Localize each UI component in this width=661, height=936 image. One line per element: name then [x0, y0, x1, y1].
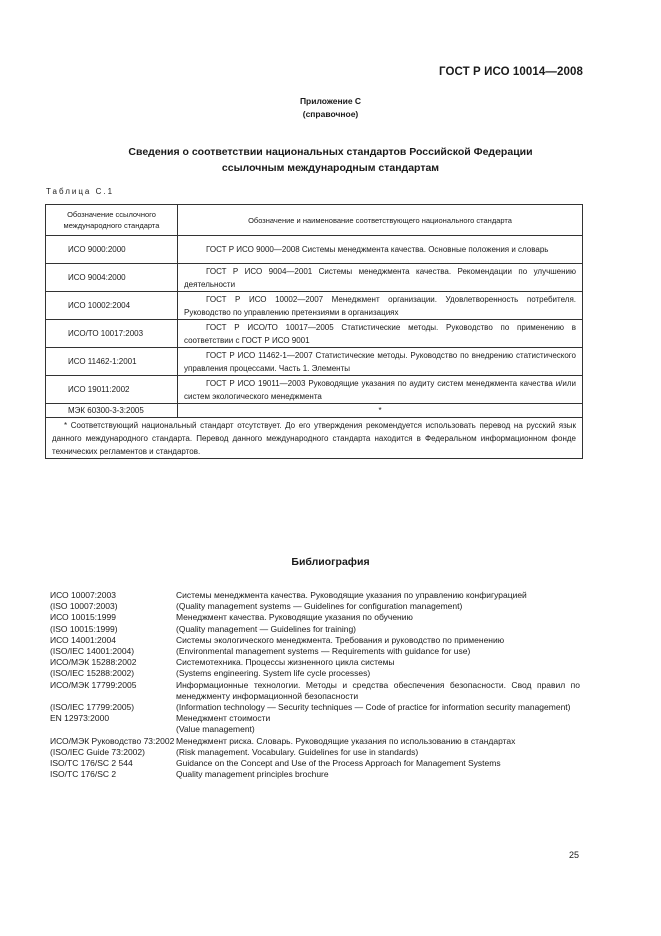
- bibliography-text: (Information technology — Security techniques — Code of practice for information security management): [176, 702, 571, 713]
- table-caption: Таблица С.1: [46, 187, 115, 196]
- bibliography-code: ИСО 10007:2003: [50, 590, 116, 600]
- correspondence-table: [45, 204, 583, 459]
- international-standard-code: ИСО 9004:2000: [46, 264, 178, 292]
- bibliography-text: Менеджмент стоимости: [176, 713, 271, 724]
- bibliography-text: (Risk management. Vocabulary. Guidelines for use in standards): [176, 746, 419, 757]
- bibliography-entry: [50, 758, 580, 769]
- international-standard-code: ИСО 11462-1:2001: [46, 348, 178, 376]
- bibliography-entry: [50, 680, 580, 702]
- bibliography-entry: [50, 624, 580, 635]
- bibliography-text: Информационные технологии. Методы и средства обеспечения безопасности. Свод правил по менеджменту информационной безопасности: [176, 679, 580, 701]
- national-standard-description: ГОСТ Р ИСО 19011—2003 Руководящие указания по аудиту систем менеджмента качества и/или систем экологического менеджмента: [178, 376, 583, 404]
- column-header-international: Обозначение ссылочного международного стандарта: [46, 205, 178, 236]
- national-standard-description: ГОСТ Р ИСО 10002—2007 Менеджмент организации. Удовлетворенность потребителя. Руководство по управлению претензиями в организациях: [178, 292, 583, 320]
- bibliography-entry: [50, 601, 580, 612]
- table-row: [46, 348, 583, 376]
- bibliography-code: ИСО/МЭК 17799:2005: [50, 679, 137, 690]
- column-header-national: Обозначение и наименование соответствующего национального стандарта: [178, 205, 583, 236]
- bibliography-entry: [50, 724, 580, 735]
- bibliography-entry: [50, 736, 580, 747]
- bibliography-code: (ISO/IEC Guide 73:2002): [50, 746, 145, 757]
- page-number: 25: [568, 850, 579, 860]
- bibliography-list: [50, 590, 580, 780]
- table-footnote-row: [46, 418, 583, 459]
- international-standard-code: ИСО/ТО 10017:2003: [46, 320, 178, 348]
- bibliography-code: ИСО 10015:1999: [50, 612, 116, 623]
- bibliography-code: (ISO 10015:1999): [50, 623, 118, 634]
- bibliography-code: (ISO 10007:2003): [50, 601, 118, 612]
- section-title-line-2: ссылочным международным стандартам: [221, 162, 440, 174]
- national-standard-description: ГОСТ Р ИСО 9000—2008 Системы менеджмента качества. Основные положения и словарь: [178, 236, 583, 264]
- table-row: [46, 404, 583, 418]
- bibliography-text: Quality management principles brochure: [176, 769, 329, 780]
- bibliography-entry: [50, 702, 580, 713]
- bibliography-text: Системотехника. Процессы жизненного цикла системы: [176, 657, 395, 668]
- international-standard-code: ИСО 10002:2004: [46, 292, 178, 320]
- bibliography-code: ИСО/МЭК Руководство 73:2002: [50, 735, 175, 746]
- bibliography-entry: [50, 747, 580, 758]
- bibliography-text: Guidance on the Concept and Use of the Process Approach for Management Systems: [176, 758, 501, 769]
- section-title-line-1: Сведения о соответствии национальных стандартов Российской Федерации: [128, 146, 533, 158]
- bibliography-text: Системы экологического менеджмента. Требования и руководство по применению: [176, 634, 505, 645]
- national-standard-description: ГОСТ Р ИСО 11462-1—2007 Статистические методы. Руководство по внедрению статистического управления процессами. Часть 1. Элементы: [178, 348, 583, 376]
- bibliography-entry: [50, 646, 580, 657]
- bibliography-text: Системы менеджмента качества. Руководящие указания по управлению конфигурацией: [176, 590, 527, 600]
- bibliography-entry: [50, 769, 580, 780]
- bibliography-code: ISO/TC 176/SC 2: [50, 769, 117, 780]
- section-title: [60, 144, 601, 176]
- table-row: [46, 320, 583, 348]
- bibliography-code: (ISO/IEC 17799:2005): [50, 702, 135, 713]
- bibliography-entry: [50, 668, 580, 679]
- international-standard-code: ИСО 19011:2002: [46, 376, 178, 404]
- bibliography-text: (Environmental management systems — Requirements with guidance for use): [176, 646, 471, 657]
- bibliography-code: (ISO/IEC 14001:2004): [50, 646, 135, 657]
- national-standard-missing-marker: *: [178, 404, 583, 418]
- table-footnote: * Соответствующий национальный стандарт отсутствует. До его утверждения рекомендуется использовать перевод на русский язык данного международного стандарта. Перевод данного международного стандарта находится в Федеральном информационном фонде технических регламентов и стандартов.: [46, 418, 583, 459]
- bibliography-entry: [50, 635, 580, 646]
- bibliography-code: ИСО/МЭК 15288:2002: [50, 657, 137, 668]
- table-row: [46, 376, 583, 404]
- bibliography-code: EN 12973:2000: [50, 713, 110, 724]
- bibliography-entry: [50, 612, 580, 623]
- document-id-header: ГОСТ Р ИСО 10014—2008: [438, 66, 583, 78]
- bibliography-entry: [50, 713, 580, 724]
- bibliography-code: ISO/TC 176/SC 2 544: [50, 758, 133, 769]
- national-standard-description: ГОСТ Р ИСО 9004—2001 Системы менеджмента качества. Рекомендации по улучшению деятельности: [178, 264, 583, 292]
- bibliography-entry: [50, 590, 580, 601]
- table-header-row: [46, 205, 583, 236]
- bibliography-title: Библиография: [291, 556, 370, 568]
- appendix-title: Приложение С: [299, 96, 362, 106]
- bibliography-text: (Value management): [176, 724, 255, 735]
- international-standard-code: ИСО 9000:2000: [46, 236, 178, 264]
- table-row: [46, 264, 583, 292]
- bibliography-text: (Quality management systems — Guidelines for configuration management): [176, 601, 463, 612]
- table-row: [46, 236, 583, 264]
- bibliography-code: [50, 724, 176, 735]
- bibliography-text: Менеджмент риска. Словарь. Руководящие указания по использованию в стандартах: [176, 735, 516, 746]
- appendix-subtitle: (справочное): [302, 109, 359, 119]
- table-row: [46, 292, 583, 320]
- national-standard-description: ГОСТ Р ИСО/ТО 10017—2005 Статистические методы. Руководство по применению в соответствии с ГОСТ Р ИСО 9001: [178, 320, 583, 348]
- bibliography-code: ИСО 14001:2004: [50, 634, 116, 645]
- bibliography-code: (ISO/IEC 15288:2002): [50, 668, 135, 679]
- bibliography-text: (Quality management — Guidelines for training): [176, 623, 356, 634]
- bibliography-text: Менеджмент качества. Руководящие указания по обучению: [176, 612, 413, 623]
- international-standard-code: МЭК 60300-3-3:2005: [46, 404, 178, 418]
- bibliography-text: (Systems engineering. System life cycle processes): [176, 668, 371, 679]
- bibliography-entry: [50, 657, 580, 668]
